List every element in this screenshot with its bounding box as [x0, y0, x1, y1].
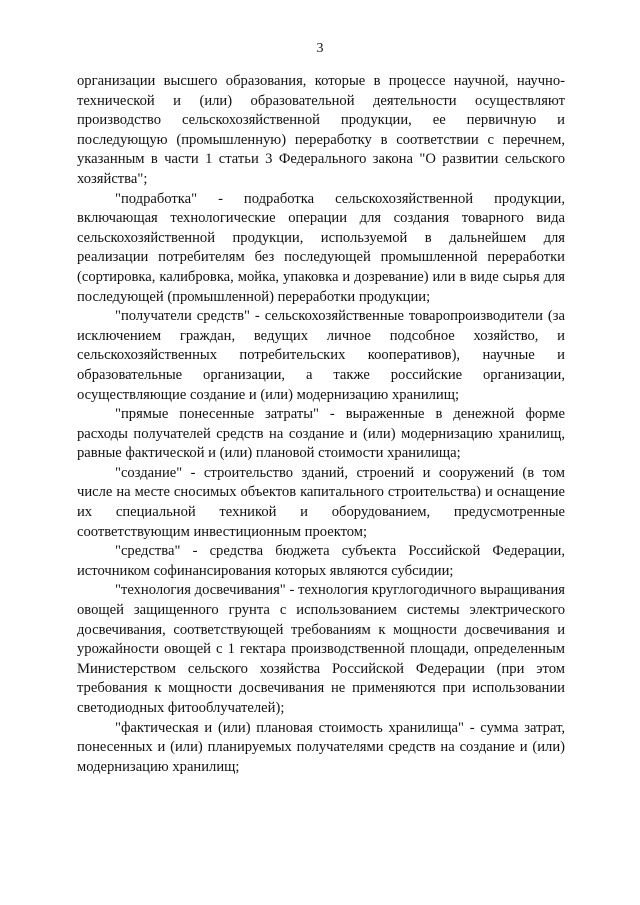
paragraph-continuation: организации высшего образования, которые в процессе научной, научно-технической и (или) образовательной деятельности осуществляют производство сельскохозяйственной продукции, ее первичную и последующую (промышленную) переработку в соответствии с перечнем, указанным в части 1 статьи 3 Федерального закона "О развитии сельского хозяйства"; — [77, 73, 565, 187]
definition-stoimost-khranilishcha: "фактическая и (или) плановая стоимость хранилища" - сумма затрат, понесенных и (или) планируемых получателями средств на создание и (или) модернизацию хранилищ; — [77, 719, 565, 775]
page-number: 3 — [316, 41, 324, 56]
definition-podrabotka: "подработка" - подработка сельскохозяйственной продукции, включающая технологические операции для создания товарного вида сельскохозяйственной продукции, используемой в дальнейшем для реализации потребителям без последующей промышленной переработки (сортировка, калибровка, мойка, упаковка и дозревание) или в виде сырья для последующей (промышленной) переработки продукции; — [77, 190, 565, 305]
definition-sozdanie: "создание" - строительство зданий, строений и сооружений (в том числе на месте сносимых объектов капитального строительства) и оснащение их специальной техникой и оборудованием, предусмотренные соответствующим инвестиционным проектом; — [77, 464, 565, 540]
definition-pryamye-zatraty: "прямые понесенные затраты" - выраженные в денежной форме расходы получателей средств на создание и (или) модернизацию хранилищ, равные фактической и (или) плановой стоимости хранилища; — [77, 406, 565, 462]
definition-poluchateli-sredstv: "получатели средств" - сельскохозяйственные товаропроизводители (за исключением граждан, ведущих личное подсобное хозяйство, и сельскохозяйственных потребительских кооперативов), научные и образовательные организации, а также российские организации, осуществляющие создание и (или) модернизацию хранилищ; — [77, 308, 565, 403]
definition-sredstva: "средства" - средства бюджета субъекта Российской Федерации, источником софинансирования которых являются субсидии; — [77, 543, 565, 579]
definition-tekhnologiya-dosvechivaniya: "технология досвечивания" - технология круглогодичного выращивания овощей защищенного грунта с использованием системы электрического досвечивания, соответствующей требованиям к мощности досвечивания и урожайности овощей с 1 гектара производственной площади, определенным Министерством сельского хозяйства Российской Федерации (при этом требования к мощности досвечивания не применяются при использовании светодиодных фитооблучателей); — [77, 582, 565, 716]
document-body — [77, 72, 565, 777]
